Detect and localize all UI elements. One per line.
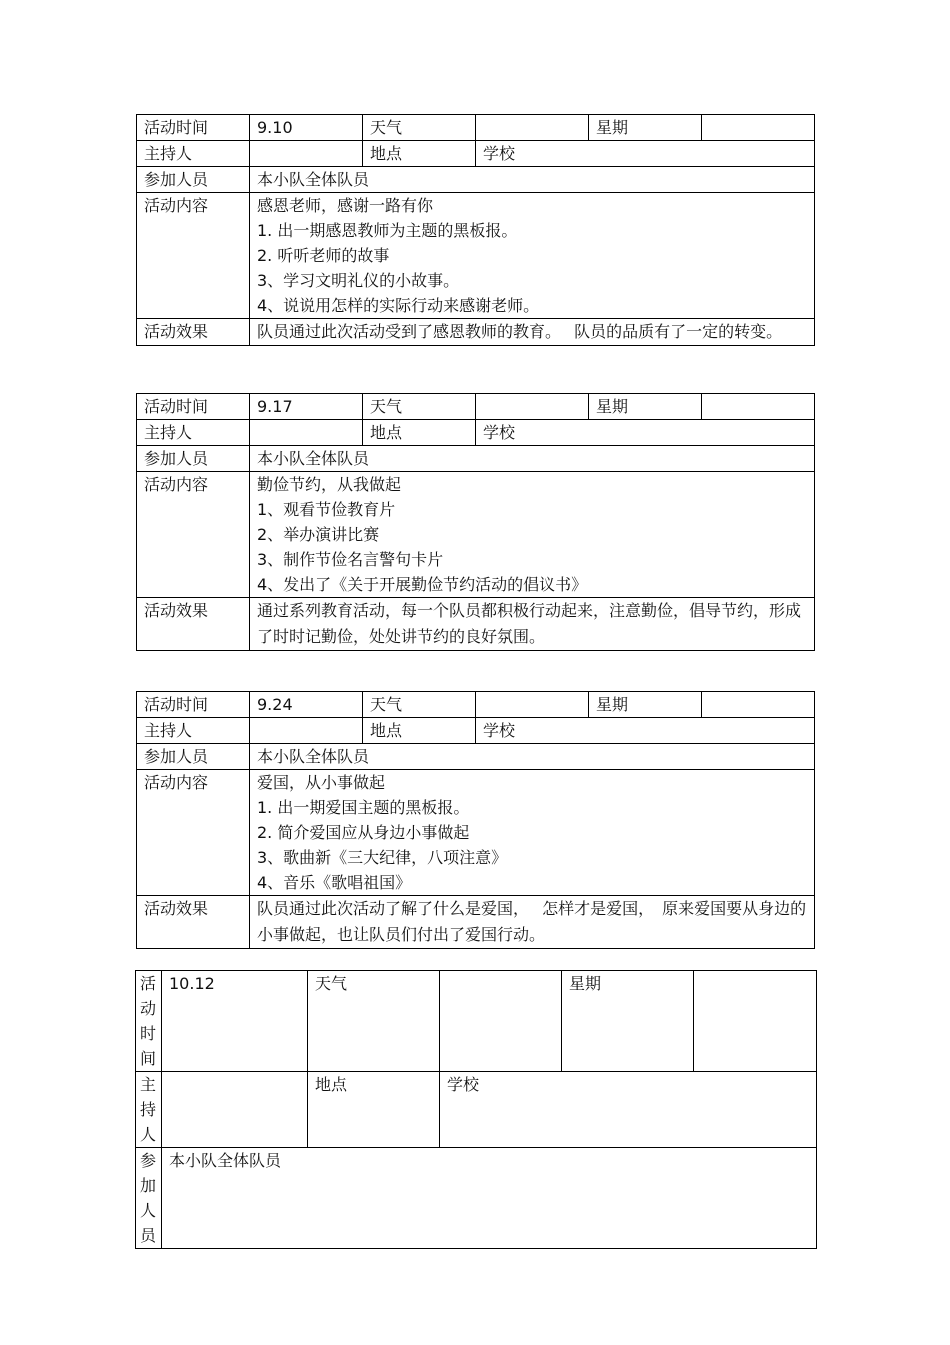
- place-label: 地点: [363, 141, 476, 167]
- effect-text: 队员通过此次活动受到了感恩教师的教育。 队员的品质有了一定的转变。: [257, 322, 783, 341]
- activity-record-table: [136, 691, 815, 949]
- time-value: 9.24: [250, 692, 363, 718]
- weekday-label: 星期: [562, 971, 694, 1072]
- content-line: 4、发出了《关于开展勤俭节约活动的倡议书》: [257, 575, 588, 594]
- members-value: 本小队全体队员: [250, 446, 815, 472]
- content-line: 2. 听听老师的故事: [257, 246, 390, 265]
- content-line: 感恩老师，感谢一路有你: [257, 196, 434, 215]
- time-label: 活动时间: [137, 692, 250, 718]
- host-value: [250, 718, 363, 744]
- members-label: 参加人员: [136, 1148, 162, 1249]
- weekday-value: [702, 115, 815, 141]
- content-value: [250, 472, 815, 598]
- content-line: 2、举办演讲比赛: [257, 525, 380, 544]
- host-label: 主持人: [136, 1072, 162, 1148]
- host-value: [250, 420, 363, 446]
- time-value: 10.12: [162, 971, 308, 1072]
- content-line: 1. 出一期感恩教师为主题的黑板报。: [257, 221, 518, 240]
- effect-text: 通过系列教育活动，每一个队员都积极行动起来，注意勤俭，倡导节约，形成了时时记勤俭，处处讲节约的良好氛围。: [257, 601, 802, 646]
- weather-value: [440, 971, 562, 1072]
- content-line: 爱国，从小事做起: [257, 773, 386, 792]
- weekday-label: 星期: [589, 692, 702, 718]
- weather-value: [476, 692, 589, 718]
- effect-label: 活动效果: [137, 319, 250, 346]
- place-value: 学校: [476, 420, 815, 446]
- effect-label: 活动效果: [137, 598, 250, 651]
- effect-value: [250, 598, 815, 651]
- place-value: 学校: [476, 141, 815, 167]
- members-label: 参加人员: [137, 446, 250, 472]
- place-value: 学校: [476, 718, 815, 744]
- content-label: 活动内容: [137, 193, 250, 319]
- time-label: 活动时间: [137, 394, 250, 420]
- time-label: 活动时间: [136, 971, 162, 1072]
- activity-record-table: [136, 114, 815, 346]
- content-line: 3、制作节俭名言警句卡片: [257, 550, 444, 569]
- content-value: [250, 770, 815, 896]
- content-line: 勤俭节约，从我做起: [257, 475, 402, 494]
- members-value: 本小队全体队员: [162, 1148, 817, 1249]
- content-line: 3、学习文明礼仪的小故事。: [257, 271, 460, 290]
- place-label: 地点: [363, 420, 476, 446]
- content-value: [250, 193, 815, 319]
- activity-record-table: [135, 970, 817, 1249]
- place-label: 地点: [363, 718, 476, 744]
- time-value: 9.17: [250, 394, 363, 420]
- content-line: 4、说说用怎样的实际行动来感谢老师。: [257, 296, 540, 315]
- host-value: [250, 141, 363, 167]
- weekday-label: 星期: [589, 115, 702, 141]
- weather-label: 天气: [363, 692, 476, 718]
- content-label: 活动内容: [137, 770, 250, 896]
- content-line: 2. 简介爱国应从身边小事做起: [257, 823, 470, 842]
- members-label: 参加人员: [137, 744, 250, 770]
- weather-label: 天气: [363, 394, 476, 420]
- host-value: [162, 1072, 308, 1148]
- members-value: 本小队全体队员: [250, 167, 815, 193]
- weather-value: [476, 115, 589, 141]
- effect-text: 队员通过此次活动了解了什么是爱国， 怎样才是爱国， 原来爱国要从身边的小事做起，也让队员们付出了爱国行动。: [257, 899, 807, 944]
- content-line: 1. 出一期爱国主题的黑板报。: [257, 798, 470, 817]
- members-label: 参加人员: [137, 167, 250, 193]
- weekday-value: [702, 692, 815, 718]
- weekday-value: [694, 971, 817, 1072]
- content-label: 活动内容: [137, 472, 250, 598]
- content-line: 3、歌曲新《三大纪律，八项注意》: [257, 848, 508, 867]
- weather-value: [476, 394, 589, 420]
- host-label: 主持人: [137, 141, 250, 167]
- effect-value: [250, 896, 815, 949]
- place-value: 学校: [440, 1072, 817, 1148]
- content-line: 4、音乐《歌唱祖国》: [257, 873, 412, 892]
- effect-value: [250, 319, 815, 346]
- weather-label: 天气: [363, 115, 476, 141]
- time-label: 活动时间: [137, 115, 250, 141]
- time-value: 9.10: [250, 115, 363, 141]
- content-line: 1、观看节俭教育片: [257, 500, 396, 519]
- weekday-label: 星期: [589, 394, 702, 420]
- activity-record-table: [136, 393, 815, 651]
- weather-label: 天气: [308, 971, 440, 1072]
- host-label: 主持人: [137, 718, 250, 744]
- place-label: 地点: [308, 1072, 440, 1148]
- members-value: 本小队全体队员: [250, 744, 815, 770]
- weekday-value: [702, 394, 815, 420]
- host-label: 主持人: [137, 420, 250, 446]
- effect-label: 活动效果: [137, 896, 250, 949]
